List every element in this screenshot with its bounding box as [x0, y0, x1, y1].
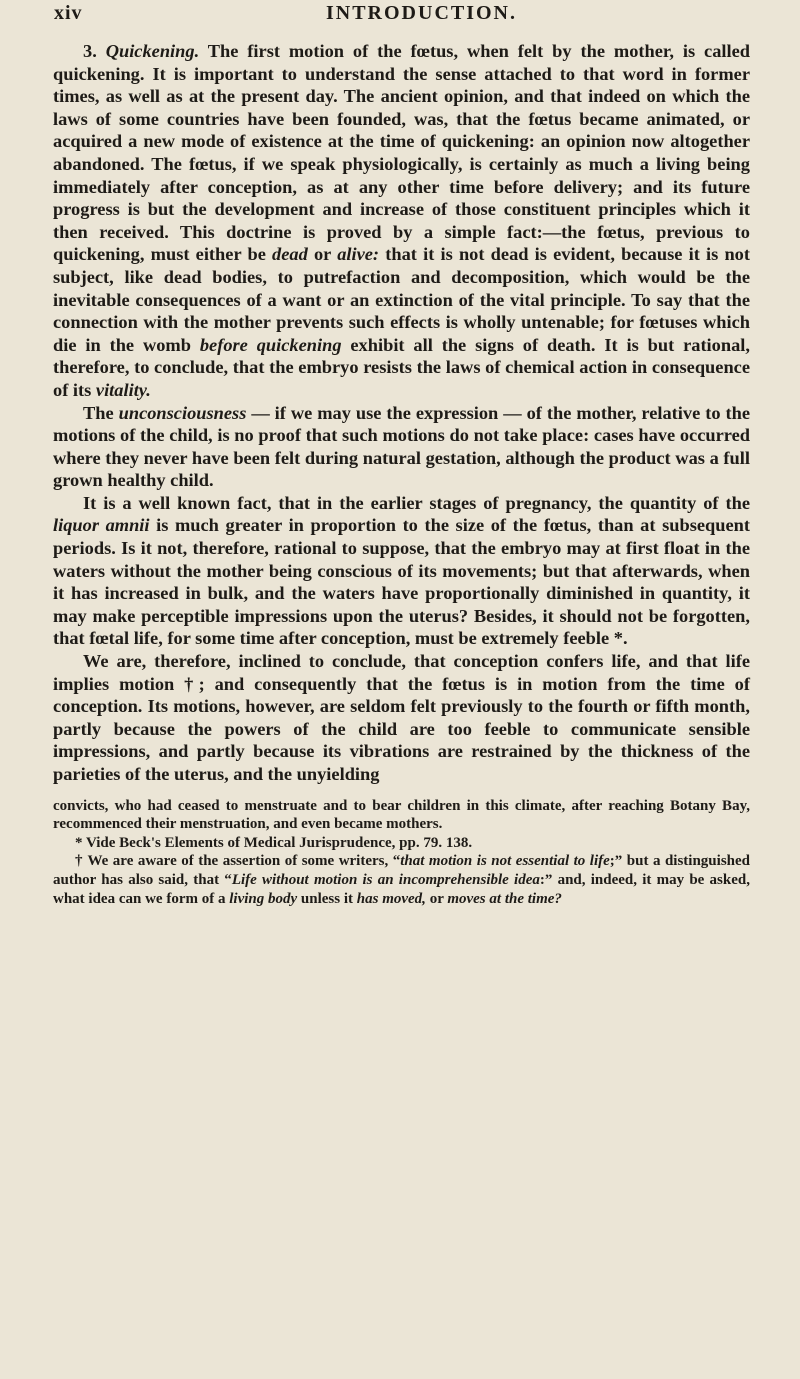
page-number: xiv [54, 2, 83, 24]
paragraph-unconsciousness: The unconsciousness — if we may use the expression — of the mother, relative to the motions of the child, is no proof that such motions do not take place: cases have occurred where they never have been felt during natural gestation, although the product was a full grown healthy child. [53, 402, 750, 491]
paragraph-conclusion: We are, therefore, inclined to conclude, that conception confers life, and that life implies motion †; and consequently that the fœtus is in motion from the time of conception. Its motions, however, are seldom felt previously to the fourth or fifth month, partly because the powers of the child are too feeble to communicate sensible impressions, and partly because its vibrations are restrained by the thickness of the parieties of the uterus, and the unyielding [53, 651, 750, 784]
paragraph-quickening: 3. Quickening. The first motion of the fœtus, when felt by the mother, is called quickening. It is important to understand the sense attached to that word in former times, as well as at the present day. The ancient opinion, and that indeed on which the laws of some countries have been founded, was, that the fœtus became animated, or acquired a new mode of existence at the time of quickening: an opinion now altogether abandoned. The fœtus, if we speak physiologically, is certainly as much a living being immediately after conception, as at any other time before delivery; and its future progress is but the development and increase of those constituent principles which it then received. This doctrine is proved by a simple fact:—the fœtus, previous to quickening, must either be dead or alive: that it is not dead is evident, because it is not subject, like dead bodies, to putrefaction and decomposition, which would be the inevitable consequences of a want or an extinction of the vital principle. To say that the connection with the mother prevents such effects is wholly untenable; for fœtuses which die in the womb before quickening exhibit all the signs of death. It is but rational, therefore, to conclude, that the embryo resists the laws of chemical action in consequence of its vitality. [53, 41, 751, 400]
footnote-dagger: † We are aware of the assertion of some writers, “that motion is not essential to life;” but a distinguished author has also said, that “Life without motion is an incomprehensible idea:” and, indeed, it may be asked, what idea can we form of a living body unless it has moved, or moves at the time? [53, 853, 750, 907]
running-title: INTRODUCTION. [325, 2, 518, 24]
running-head [53, 0, 750, 40]
footnote-star: * Vide Beck's Elements of Medical Jurisprudence, pp. 79. 138. [75, 834, 473, 851]
footnotes [53, 797, 750, 909]
footnote-continuation: convicts, who had ceased to menstruate and to bear children in this climate, after reaching Botany Bay, recommenced their menstruation, and even became mothers. [53, 797, 750, 833]
paragraph-liquor-amnii: It is a well known fact, that in the earlier stages of pregnancy, the quantity of the liquor amnii is much greater in proportion to the size of the fœtus, than at subsequent periods. Is it not, therefore, rational to suppose, that the embryo may at first float in the waters without the mother being conscious of its movements; but that afterwards, when it has increased in bulk, and the waters have proportionally diminished in quantity, it may make perceptible impressions upon the uterus? Besides, it should not be forgotten, that fœtal life, for some time after conception, must be extremely feeble *. [53, 492, 750, 649]
main-text [53, 40, 750, 786]
